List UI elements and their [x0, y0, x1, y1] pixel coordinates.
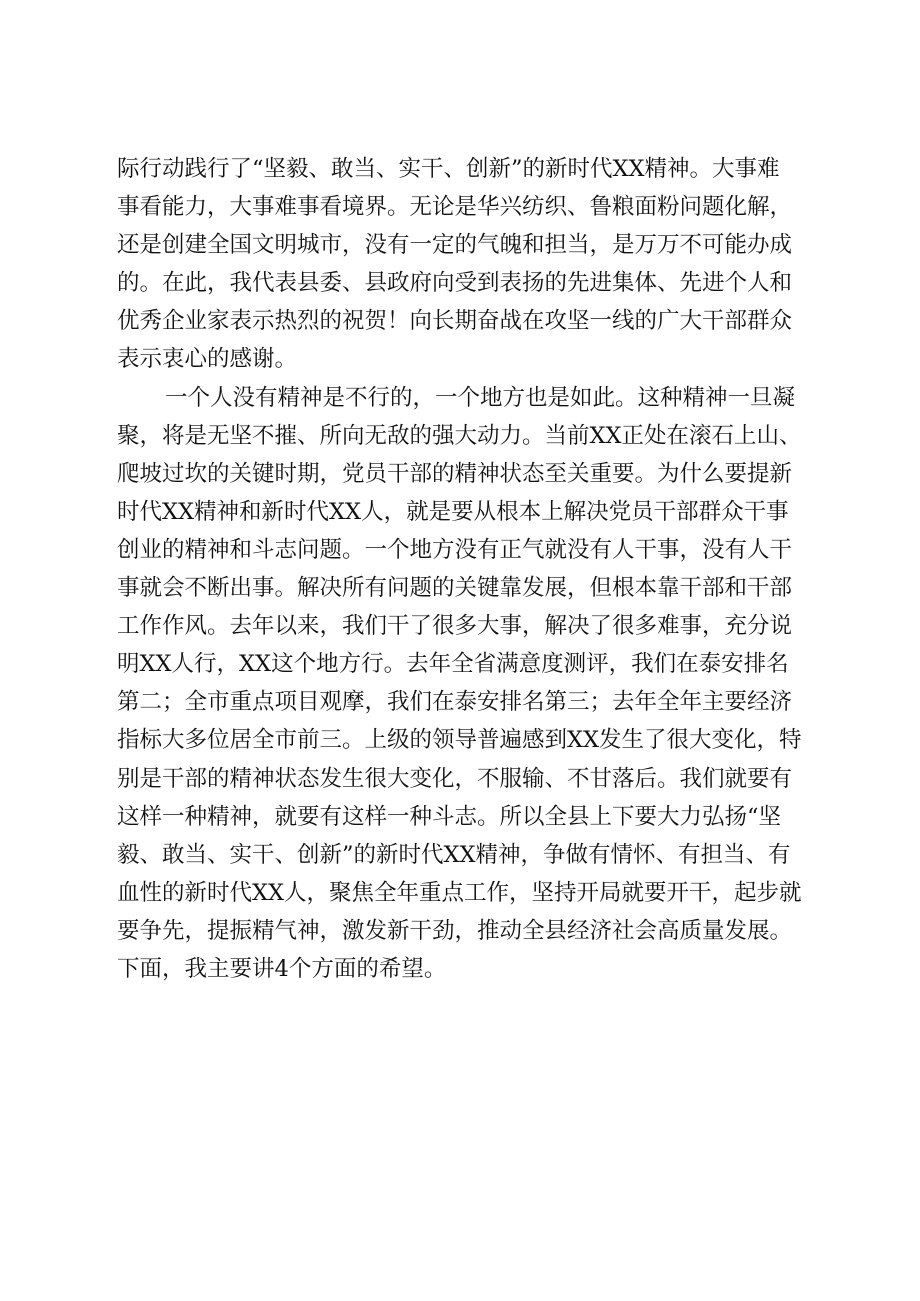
text-line: 血性的新时代XX人，聚焦全年重点工作，坚持开局就要开干，起步就 [117, 879, 802, 906]
text-line: 别是干部的精神状态发生很大变化，不服输、不甘落后。我们就要有 [117, 765, 793, 792]
text-line: 工作作风。去年以来，我们干了很多大事，解决了很多难事，充分说 [117, 613, 793, 640]
paragraph-2 [117, 379, 817, 989]
text-line: 的。在此，我代表县委、县政府向受到表扬的先进集体、先进个人和 [117, 270, 793, 297]
body-text [117, 150, 817, 988]
text-line: 事就会不断出事。解决所有问题的关键靠发展，但根本靠干部和干部 [117, 575, 793, 602]
text-line: 还是创建全国文明城市，没有一定的气魄和担当，是万万不可能办成 [117, 232, 793, 259]
text-line: 爬坡过坎的关键时期，党员干部的精神状态至关重要。为什么要提新 [117, 460, 793, 487]
text-line: 一个人没有精神是不行的，一个地方也是如此。这种精神一旦凝 [165, 384, 796, 411]
text-line: 聚，将是无坚不摧、所向无敌的强大动力。当前XX正处在滚石上山、 [117, 422, 802, 449]
text-line: 时代XX精神和新时代XX人，就是要从根本上解决党员干部群众干事 [117, 498, 789, 525]
text-line: 第二；全市重点项目观摩，我们在泰安排名第三；去年全年主要经济 [117, 689, 793, 716]
text-line: 这样一种精神，就要有这样一种斗志。所以全县上下要大力弘扬“坚 [117, 803, 782, 830]
text-line: 优秀企业家表示热烈的祝贺！向长期奋战在攻坚一线的广大干部群众 [117, 308, 793, 335]
text-line: 明XX人行，XX这个地方行。去年全省满意度测评，我们在泰安排名 [117, 651, 789, 678]
text-line: 表示衷心的感谢。 [117, 346, 298, 373]
text-line: 创业的精神和斗志问题。一个地方没有正气就没有人干事，没有人干 [117, 536, 793, 563]
text-line: 要争先，提振精气神，激发新干劲，推动全县经济社会高质量发展。 [117, 917, 793, 944]
text-line: 事看能力，大事难事看境界。无论是华兴纺织、鲁粮面粉问题化解， [117, 194, 793, 221]
paragraph-1 [117, 150, 817, 379]
text-line: 际行动践行了“坚毅、敢当、实干、创新”的新时代XX精神。大事难 [117, 156, 780, 182]
text-line: 下面，我主要讲4个方面的希望。 [117, 955, 447, 982]
text-line: 毅、敢当、实干、创新”的新时代XX精神，争做有情怀、有担当、有 [117, 841, 791, 868]
text-line: 指标大多位居全市前三。上级的领导普遍感到XX发生了很大变化，特 [117, 727, 802, 754]
